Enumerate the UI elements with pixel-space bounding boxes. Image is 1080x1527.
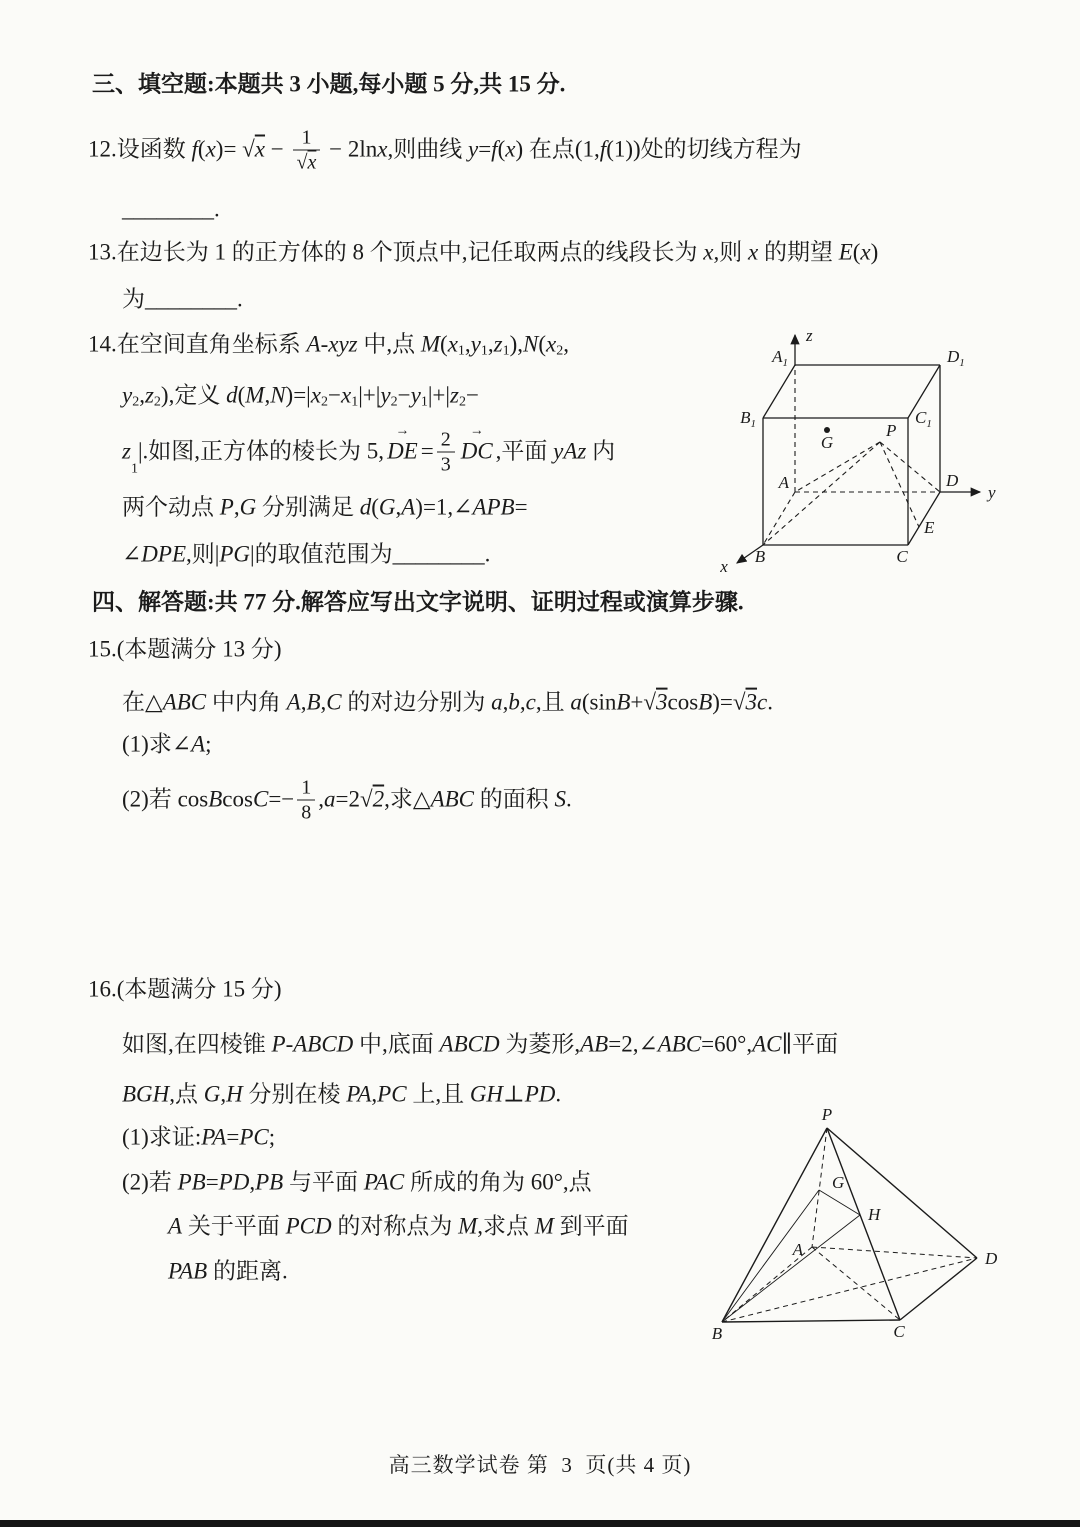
text-segment: B xyxy=(306,689,321,715)
text-segment: ,且 xyxy=(535,689,571,715)
text-segment: 为 xyxy=(122,286,145,312)
text-segment: = xyxy=(226,1124,240,1150)
cube-label-b1: $B_1$ xyxy=(740,408,756,430)
text-segment: . xyxy=(555,1081,562,1107)
text-segment: 中,点 xyxy=(357,331,421,357)
text-segment: G xyxy=(203,1081,221,1107)
text-segment: c xyxy=(757,689,768,715)
text-segment: C xyxy=(326,689,342,715)
text-segment: a xyxy=(570,689,582,715)
text-segment: BGH xyxy=(122,1081,170,1107)
pyramid-label-b: B xyxy=(711,1324,723,1343)
text-segment: PA xyxy=(201,1124,227,1150)
text-segment: ,点 xyxy=(169,1081,204,1107)
text-segment: PCD xyxy=(285,1213,332,1239)
question-15-part-1 xyxy=(122,731,212,760)
text-segment: A xyxy=(401,494,416,520)
text-segment: = xyxy=(205,1169,219,1195)
text-segment: 所成的角为 60°,点 xyxy=(404,1169,592,1195)
text-segment: ABCD xyxy=(439,1031,500,1057)
vector xyxy=(460,423,493,467)
text-segment: PAB xyxy=(168,1258,208,1284)
text-segment: 2 xyxy=(153,394,161,410)
text-segment: B xyxy=(616,689,631,715)
fraction xyxy=(437,428,455,477)
question-14-line-4 xyxy=(122,494,528,523)
text-segment: =2,∠ xyxy=(608,1031,658,1057)
text-segment: − xyxy=(397,382,411,408)
fraction xyxy=(293,126,321,175)
text-segment: ABC xyxy=(430,786,475,812)
text-segment: G xyxy=(378,494,396,520)
text-segment: x xyxy=(747,239,759,265)
text-segment: 8 xyxy=(301,801,312,824)
question-14-line-1 xyxy=(88,331,569,360)
text-segment: 13.在边长为 1 的正方体的 8 个顶点中,记任取两点的线段长为 xyxy=(88,239,704,265)
text-segment: 2 xyxy=(440,428,451,451)
text-segment: cos xyxy=(222,786,253,812)
text-segment: 与平面 xyxy=(283,1169,364,1195)
text-segment: x xyxy=(310,382,321,408)
text-segment: 3 xyxy=(745,689,758,715)
text-segment: = xyxy=(478,136,492,162)
text-segment: (1))处的切线方程为 xyxy=(606,136,802,162)
text-segment: 12.设函数 xyxy=(88,136,192,162)
text-segment: . xyxy=(767,689,773,715)
question-16-part-2-line-1 xyxy=(122,1169,592,1198)
fraction xyxy=(297,776,315,825)
text-segment: √ xyxy=(296,151,308,174)
text-segment: y xyxy=(380,382,391,408)
pyramid-label-g: G xyxy=(832,1173,845,1192)
question-16-part-2-line-3 xyxy=(168,1258,288,1287)
text-segment: ( xyxy=(852,239,861,265)
text-segment: A xyxy=(306,331,321,357)
cube-solid-edges xyxy=(763,365,940,545)
text-segment: A xyxy=(168,1213,183,1239)
cube-label-a: A xyxy=(778,473,789,492)
cube-axes xyxy=(737,335,980,563)
text-segment: PD xyxy=(218,1169,250,1195)
text-segment: ),定义 xyxy=(160,382,227,408)
cube-label-d1: $D_1$ xyxy=(947,347,965,369)
text-segment: 两个动点 xyxy=(122,494,220,520)
text-segment: ( xyxy=(497,136,506,162)
text-segment: B xyxy=(208,786,223,812)
text-segment: 内 xyxy=(586,438,616,464)
text-segment: . xyxy=(566,786,572,812)
text-segment: )=| xyxy=(285,382,311,408)
text-segment: M xyxy=(534,1213,554,1239)
question-16-part-1 xyxy=(122,1124,275,1153)
text-segment: , xyxy=(502,689,509,715)
text-segment: P xyxy=(271,1031,286,1057)
text-segment: a xyxy=(324,786,336,812)
text-segment: PD xyxy=(524,1081,556,1107)
text-segment: ________. xyxy=(145,286,243,312)
text-segment: ) xyxy=(515,136,524,162)
text-segment: 1 xyxy=(351,394,359,410)
text-segment: , xyxy=(563,331,569,357)
cube-figure xyxy=(710,322,1010,577)
question-16-part-2-line-2 xyxy=(168,1213,629,1242)
question-13-line-1 xyxy=(88,239,878,268)
text-segment: ) xyxy=(870,239,879,265)
text-segment: 关于平面 xyxy=(182,1213,286,1239)
cube-label-c: C xyxy=(896,547,908,566)
text-segment: y xyxy=(467,136,479,162)
text-segment: , xyxy=(139,382,145,408)
question-14-line-5 xyxy=(122,541,490,570)
text-segment: x xyxy=(377,136,388,162)
text-segment: (sin xyxy=(581,689,617,715)
pyramid-label-d: D xyxy=(985,1249,998,1268)
question-15-line-1 xyxy=(122,689,773,718)
cube-label-p: P xyxy=(886,421,897,440)
question-16-line-2 xyxy=(122,1081,561,1110)
text-segment: 在点(1, xyxy=(523,136,600,162)
text-segment: ,则 xyxy=(713,239,748,265)
text-segment: , xyxy=(371,1081,378,1107)
text-segment: c xyxy=(525,689,536,715)
text-segment: 1 xyxy=(301,776,312,799)
text-segment: - xyxy=(285,1031,294,1057)
text-segment: 为菱形, xyxy=(499,1031,581,1057)
text-segment: )= xyxy=(215,136,243,162)
cube-label-e: E xyxy=(924,518,935,537)
text-segment: M xyxy=(420,331,441,357)
question-14-line-2 xyxy=(122,382,479,411)
text-segment: 三、填空题:本题共 3 小题,每小题 5 分,共 15 分. xyxy=(92,71,566,97)
text-segment: ( xyxy=(237,382,246,408)
text-segment: 2 xyxy=(390,394,398,410)
text-segment: =− xyxy=(268,786,295,812)
text-segment: z xyxy=(450,382,459,408)
text-segment: ,则曲线 xyxy=(387,136,468,162)
text-segment: 如图,在四棱锥 xyxy=(122,1031,272,1057)
text-segment: PB xyxy=(177,1169,206,1195)
cube-label-y-axis: y xyxy=(988,483,996,502)
text-segment: x xyxy=(703,239,714,265)
text-segment: A xyxy=(286,689,301,715)
text-segment: 中,底面 xyxy=(353,1031,440,1057)
cube-labels xyxy=(719,326,996,576)
text-segment: , xyxy=(395,494,402,520)
cube-label-d: D xyxy=(946,471,959,490)
text-segment: xyz xyxy=(328,331,358,357)
text-segment: 1 xyxy=(457,343,465,359)
text-segment: y xyxy=(122,382,133,408)
text-segment: 2 xyxy=(372,786,385,812)
text-segment: − xyxy=(265,136,290,162)
text-segment: PA xyxy=(346,1081,372,1107)
text-segment: = xyxy=(420,438,434,464)
text-segment: d xyxy=(226,382,238,408)
text-segment: x xyxy=(505,136,516,162)
section-4-heading xyxy=(92,589,744,618)
text-segment: PAC xyxy=(363,1169,405,1195)
text-segment: PC xyxy=(377,1081,407,1107)
text-segment: 在△ xyxy=(122,689,163,715)
text-segment: a xyxy=(491,689,503,715)
question-16-line-1 xyxy=(122,1031,838,1060)
text-segment: DPE xyxy=(141,541,186,567)
text-segment: P xyxy=(219,494,234,520)
text-segment: N xyxy=(270,382,286,408)
text-segment: H xyxy=(226,1081,243,1107)
text-segment: ( xyxy=(197,136,206,162)
text-segment: B xyxy=(698,689,713,715)
text-segment: (1)求∠ xyxy=(122,731,192,757)
text-segment: ∠ xyxy=(122,541,142,567)
text-segment: - xyxy=(320,331,329,357)
text-segment: 3 xyxy=(440,453,451,476)
pyramid-section-lines xyxy=(722,1190,860,1322)
text-segment: ,则| xyxy=(186,541,220,567)
pyramid-label-c: C xyxy=(893,1322,905,1341)
text-segment: ( xyxy=(371,494,379,520)
text-segment: ; xyxy=(205,731,212,757)
text-segment: √ xyxy=(732,689,746,715)
text-segment: =2 xyxy=(335,786,360,812)
question-13-answer-blank xyxy=(122,286,243,315)
text-segment: − 2ln xyxy=(323,136,378,162)
cube-label-g: G xyxy=(820,433,834,452)
text-segment: ∥平面 xyxy=(781,1031,839,1057)
text-segment: x xyxy=(340,382,352,408)
text-segment: ABC xyxy=(162,689,207,715)
text-segment: √ xyxy=(360,786,373,812)
text-segment: = xyxy=(514,494,528,520)
text-segment: ; xyxy=(268,1124,276,1150)
text-segment: C xyxy=(252,786,269,812)
text-segment: ,平面 xyxy=(495,438,554,464)
text-segment: N xyxy=(523,331,539,357)
text-segment: 四、解答题:共 77 分.解答应写出文字说明、证明过程或演算步骤. xyxy=(92,589,744,615)
text-segment: f xyxy=(599,136,607,162)
text-segment: (2)若 cos xyxy=(122,786,209,812)
text-segment: + xyxy=(630,689,644,715)
text-segment: , xyxy=(220,1081,227,1107)
pyramid-label-p: P xyxy=(821,1108,833,1124)
text-segment: d xyxy=(359,494,372,520)
text-segment: AC xyxy=(752,1031,782,1057)
text-segment: , xyxy=(249,1169,256,1195)
text-segment: 1 xyxy=(130,461,138,476)
text-segment: z xyxy=(144,382,154,408)
cube-label-a1: $A_1$ xyxy=(772,347,788,369)
text-segment: − xyxy=(465,382,479,408)
text-segment: |.如图,正方体的棱长为 5, xyxy=(137,438,385,464)
question-15-header xyxy=(88,636,282,665)
text-segment: 的期望 xyxy=(758,239,839,265)
section-3-heading xyxy=(92,71,565,100)
text-segment: 16.(本题满分 15 分) xyxy=(88,976,282,1002)
question-12-line-1 xyxy=(88,126,802,175)
text-segment: 2 xyxy=(556,343,564,359)
text-segment: f xyxy=(491,136,498,162)
text-segment: DC xyxy=(460,438,493,464)
pyramid-labels xyxy=(712,1108,998,1343)
text-segment: ________. xyxy=(392,541,491,567)
text-segment: )=1,∠ xyxy=(415,494,473,520)
text-segment: 15.(本题满分 13 分) xyxy=(88,636,282,662)
text-segment: ________. xyxy=(122,196,220,222)
text-segment: A xyxy=(191,731,206,757)
text-segment: x xyxy=(205,136,216,162)
question-15-part-2 xyxy=(122,776,572,825)
text-segment: PC xyxy=(239,1124,269,1150)
text-segment: , xyxy=(464,331,471,357)
text-segment: 1 xyxy=(480,343,488,359)
text-segment: cos xyxy=(667,689,699,715)
text-segment: ⊥ xyxy=(503,1081,525,1107)
text-segment: 1 xyxy=(420,394,428,410)
text-segment: √ xyxy=(242,136,255,162)
question-16-header xyxy=(88,976,282,1005)
text-segment: y xyxy=(470,331,481,357)
text-segment: AB xyxy=(580,1031,609,1057)
text-segment: , xyxy=(300,689,307,715)
text-segment: − xyxy=(328,382,341,408)
text-segment: DE xyxy=(387,438,418,464)
text-segment: (1)求证: xyxy=(122,1124,202,1150)
text-segment: ( xyxy=(440,331,448,357)
text-segment: 2 xyxy=(132,394,140,410)
text-segment: |的取值范围为 xyxy=(250,541,393,567)
text-segment: GH xyxy=(469,1081,504,1107)
text-segment: 中内角 xyxy=(206,689,287,715)
text-segment: x xyxy=(546,331,557,357)
text-segment: 1 xyxy=(301,126,312,149)
cube-label-b: B xyxy=(754,547,766,566)
text-segment: , xyxy=(487,331,494,357)
cube-hidden-edges xyxy=(763,365,940,545)
text-segment: 3 xyxy=(656,689,668,715)
text-segment: x xyxy=(447,331,458,357)
text-segment: x xyxy=(307,151,317,174)
scan-edge-strip xyxy=(0,1520,1080,1527)
text-segment: ,求点 xyxy=(477,1213,535,1239)
text-segment: z xyxy=(122,438,131,464)
text-segment: b xyxy=(508,689,520,715)
text-segment: APB xyxy=(472,494,515,520)
text-segment: y xyxy=(410,382,421,408)
text-segment: 分别满足 xyxy=(256,494,360,520)
text-segment: (2)若 xyxy=(122,1169,178,1195)
text-segment: , xyxy=(320,689,327,715)
text-segment: E xyxy=(838,239,853,265)
question-14-line-3 xyxy=(122,423,616,477)
text-segment: x xyxy=(254,136,266,162)
cube-label-c1: $C_1$ xyxy=(915,408,932,430)
text-segment: x xyxy=(860,239,871,265)
page-footer xyxy=(0,1452,1080,1478)
text-segment: yAz xyxy=(553,438,587,464)
text-segment: ,求△ xyxy=(384,786,431,812)
text-segment: PG xyxy=(219,541,251,567)
cube-label-x-axis: x xyxy=(720,557,728,576)
text-segment: 的面积 xyxy=(474,786,555,812)
text-segment: √ xyxy=(643,689,657,715)
text-segment: 上,且 xyxy=(406,1081,470,1107)
text-segment: 的对称点为 xyxy=(331,1213,459,1239)
vector xyxy=(387,423,418,467)
text-segment: 2 xyxy=(458,394,466,410)
text-segment: ), xyxy=(509,331,524,357)
text-segment: , xyxy=(318,786,325,812)
text-segment: , xyxy=(233,494,240,520)
text-segment: z xyxy=(493,331,503,357)
vector-arrow-icon: → xyxy=(395,423,410,439)
text-segment: ( xyxy=(538,331,547,357)
question-12-answer-blank xyxy=(122,196,220,225)
footer-text: 高三数学试卷 第 3 页(共 4 页) xyxy=(388,1452,692,1477)
text-segment: |+| xyxy=(427,382,450,408)
text-segment: =60°, xyxy=(701,1031,753,1057)
pyramid-label-a: A xyxy=(792,1240,803,1259)
text-segment: 到平面 xyxy=(553,1213,629,1239)
text-segment: 1 xyxy=(502,343,510,359)
text-segment: ABC xyxy=(657,1031,702,1057)
text-segment: S xyxy=(554,786,567,812)
text-segment: 分别在棱 xyxy=(242,1081,347,1107)
text-segment: 14.在空间直角坐标系 xyxy=(88,331,307,357)
text-segment: , xyxy=(264,382,271,408)
text-segment: 的距离. xyxy=(207,1258,288,1284)
vector-arrow-icon: → xyxy=(469,423,484,439)
cube-label-z-axis: z xyxy=(806,326,813,345)
text-segment: M xyxy=(245,382,265,408)
text-segment: 2 xyxy=(321,394,328,410)
text-segment: M xyxy=(458,1213,478,1239)
pyramid-figure xyxy=(685,1108,1015,1353)
text-segment: f xyxy=(191,136,198,162)
text-segment: |+| xyxy=(358,382,381,408)
text-segment: ABCD xyxy=(293,1031,354,1057)
text-segment: , xyxy=(519,689,526,715)
text-segment: PB xyxy=(255,1169,284,1195)
text-segment: 的对边分别为 xyxy=(341,689,492,715)
pyramid-label-h: H xyxy=(868,1205,881,1224)
text-segment: G xyxy=(239,494,257,520)
text-segment: )= xyxy=(712,689,733,715)
